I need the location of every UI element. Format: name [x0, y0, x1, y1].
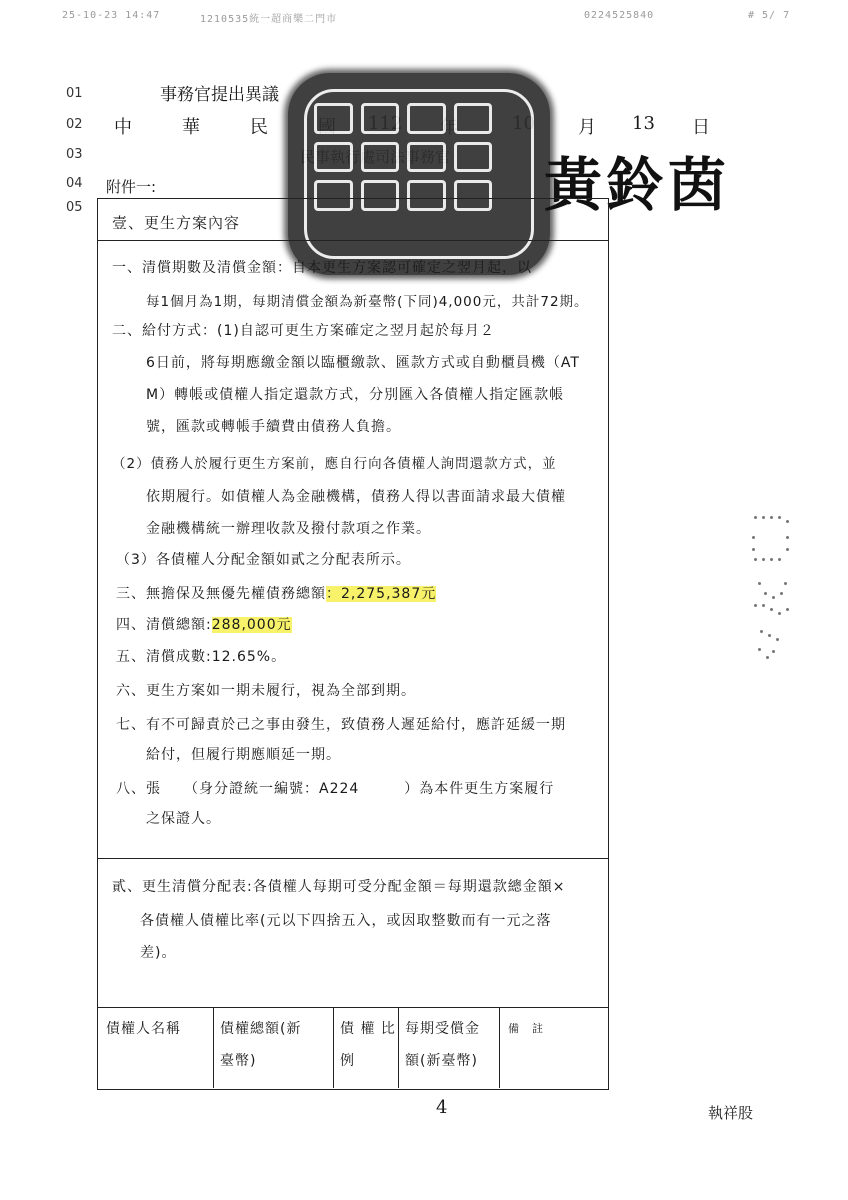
repay-total-label: 四、清償總額: — [116, 617, 212, 633]
scan-dot — [784, 582, 787, 585]
scan-dot — [754, 558, 757, 561]
date-char: 中 — [114, 117, 132, 138]
table-header-ratio: 債 權 比 — [340, 1021, 396, 1037]
scan-dot — [786, 608, 789, 611]
guarantor-clause-cont: 之保證人。 — [146, 811, 221, 827]
table-col-divider — [398, 1007, 399, 1088]
date-char: 民 — [250, 117, 268, 138]
scan-dot — [778, 558, 781, 561]
date-char: 日 — [692, 117, 710, 138]
table-col-divider — [333, 1007, 334, 1088]
table-header-claim-2: 臺幣) — [220, 1053, 257, 1069]
scan-dot — [780, 592, 783, 595]
scan-dot-marks — [748, 512, 792, 662]
delay-clause: 七、有不可歸責於己之事由發生，致債務人遲延給付，應許延緩一期 — [116, 717, 566, 733]
scan-dot — [772, 596, 775, 599]
divider — [97, 1007, 608, 1008]
scan-dot — [762, 604, 765, 607]
plan-line: M）轉帳或債權人指定還款方式，分別匯入各債權人指定匯款帳 — [146, 387, 565, 403]
scan-dot — [760, 630, 763, 633]
page-number: 4 — [436, 1097, 448, 1118]
plan-line: 二、給付方式：(1)自認可更生方案確定之翌月起於每月２ — [112, 323, 495, 339]
repay-ratio: 五、清償成數:12.65%。 — [116, 649, 287, 665]
scan-dot — [778, 612, 781, 615]
total-debt-value: ：2,275,387元 — [326, 586, 437, 602]
table-header-remarks: 備 註 — [508, 1022, 544, 1035]
guarantor-clause: 八、張 （身分證統一編號：A224 ）為本件更生方案履行 — [116, 781, 555, 797]
distribution-line: 各債權人債權比率(元以下四捨五入，或因取整數而有一元之落 — [140, 913, 552, 929]
table-header-claim: 債權總額(新 — [220, 1021, 302, 1037]
scan-dot — [778, 516, 781, 519]
scan-dot — [766, 656, 769, 659]
table-col-divider — [499, 1007, 500, 1088]
scan-dot — [776, 638, 779, 641]
fax-timestamp: 25-10-23 14:47 — [62, 10, 161, 21]
plan-line: 一、清償期數及清償金額：自本更生方案認可確定之翌月起，以 — [112, 260, 532, 276]
signature-name: 黃鈴茵 — [544, 151, 731, 219]
plan-line: （2）債務人於履行更生方案前，應自行向各債權人詢問還款方式，並 — [112, 456, 557, 472]
total-debt-label: 三、無擔保及無優先權債務總額 — [116, 586, 326, 602]
distribution-heading: 貳、更生清償分配表:各債權人每期可受分配金額＝每期還款總金額× — [112, 879, 566, 895]
document-title: 事務官提出異議 — [160, 85, 279, 105]
scan-dot — [754, 604, 757, 607]
section-title: 壹、更生方案內容 — [112, 214, 241, 232]
line-number: 04 — [66, 176, 83, 191]
scan-dot — [752, 548, 755, 551]
scan-dot — [786, 548, 789, 551]
date-char: 華 — [182, 117, 200, 138]
scan-dot — [770, 558, 773, 561]
scan-dot — [768, 634, 771, 637]
line-number: 05 — [66, 200, 83, 215]
plan-line: 號，匯款或轉帳手續費由債務人負擔。 — [146, 419, 401, 435]
plan-line: 依期履行。如債權人為金融機構，債務人得以書面請求最大債權 — [146, 489, 566, 505]
line-number: 02 — [66, 117, 83, 132]
delay-clause-cont: 給付，但履行期應順延一期。 — [146, 747, 341, 763]
plan-line: 金融機構統一辦理收款及撥付款項之作業。 — [146, 521, 431, 537]
scan-dot — [754, 516, 757, 519]
table-col-divider — [213, 1007, 214, 1088]
scan-dot — [762, 558, 765, 561]
distribution-line: 差)。 — [140, 945, 177, 961]
divider — [97, 858, 608, 859]
plan-line: 6日前，將每期應繳金額以臨櫃繳款、匯款方式或自動櫃員機（AT — [146, 355, 580, 371]
repay-total-value: 288,000元 — [211, 617, 292, 633]
court-unit: 執祥股 — [708, 1104, 754, 1122]
date-char: 月 — [578, 117, 596, 138]
scan-dot — [758, 648, 761, 651]
fax-number: 0224525840 — [584, 10, 655, 21]
attachment-label: 附件一: — [106, 178, 157, 196]
repay-total-row — [116, 614, 292, 634]
scan-dot — [770, 608, 773, 611]
line-number: 03 — [66, 147, 83, 162]
divider — [97, 240, 608, 241]
table-header-ratio-2: 例 — [340, 1053, 355, 1069]
scan-dot — [752, 536, 755, 539]
scan-dot — [764, 592, 767, 595]
total-debt-row — [116, 583, 436, 603]
line-number: 01 — [66, 86, 83, 101]
scan-dot — [770, 516, 773, 519]
scan-dot — [772, 650, 775, 653]
scan-dot — [758, 582, 761, 585]
plan-line: 每1個月為1期，每期清償金額為新臺幣(下同)4,000元，共計72期。 — [146, 294, 589, 310]
scan-dot — [762, 516, 765, 519]
scan-dot — [786, 536, 789, 539]
table-header-payment: 每期受償金 — [405, 1021, 480, 1037]
plan-line: （3）各債權人分配金額如貳之分配表所示。 — [116, 552, 411, 568]
fax-page: # 5/ 7 — [748, 10, 791, 21]
table-header-payment-2: 額(新臺幣) — [405, 1053, 478, 1069]
default-clause: 六、更生方案如一期未履行，視為全部到期。 — [116, 683, 416, 699]
table-header-creditor: 債權人名稱 — [106, 1021, 181, 1037]
scan-dot — [786, 520, 789, 523]
date-day: 13 — [632, 113, 655, 134]
fax-sender: 1210535統一超商樂二門市 — [200, 14, 338, 25]
